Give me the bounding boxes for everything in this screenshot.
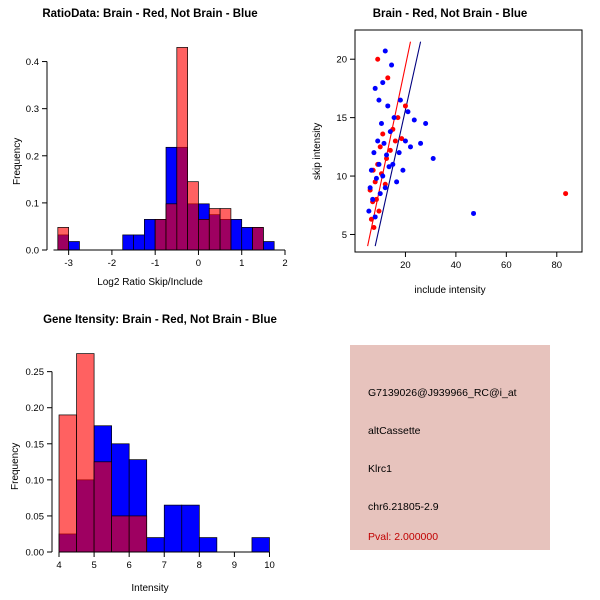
svg-text:8: 8 — [196, 560, 202, 571]
svg-text:0: 0 — [195, 258, 202, 269]
scatter-title: Brain - Red, Not Brain - Blue — [372, 8, 528, 20]
ratio-histogram-ylabel: Frequency — [12, 137, 23, 185]
svg-text:-3: -3 — [64, 258, 73, 269]
svg-text:80: 80 — [551, 260, 563, 271]
svg-text:9: 9 — [231, 560, 238, 571]
gene-histogram-xlabel: Intensity — [131, 583, 169, 594]
svg-text:0.05: 0.05 — [25, 511, 44, 523]
gene-histogram-title: Gene Itensity: Brain - Red, Not Brain - Blue — [43, 314, 277, 326]
svg-text:5: 5 — [91, 560, 97, 571]
svg-text:15: 15 — [336, 113, 347, 125]
svg-text:40: 40 — [450, 260, 462, 271]
ratio-histogram-plot — [0, 0, 300, 300]
svg-text:60: 60 — [501, 260, 512, 271]
pval-text: Pval: 2.000000 — [368, 531, 439, 543]
svg-text:10: 10 — [264, 560, 275, 571]
ratio-histogram-title: RatioData: Brain - Red, Not Brain - Blue — [42, 8, 258, 20]
svg-text:6: 6 — [126, 560, 132, 571]
gene-symbol-text: Klrc1 — [368, 463, 392, 475]
svg-text:5: 5 — [341, 229, 347, 241]
svg-text:0.3: 0.3 — [25, 104, 39, 116]
panel-gene-histogram — [0, 300, 320, 600]
svg-text:0.4: 0.4 — [25, 57, 39, 69]
svg-text:0.10: 0.10 — [25, 475, 44, 487]
probe-info-box — [350, 345, 550, 550]
gene-histogram-ylabel: Frequency — [10, 442, 21, 490]
svg-text:-1: -1 — [150, 258, 160, 269]
svg-text:10: 10 — [336, 171, 347, 183]
scatter-xlabel: include intensity — [414, 285, 486, 296]
svg-text:20: 20 — [400, 260, 411, 271]
probe-id-text: G7139026@J939966_RC@i_at — [368, 387, 517, 399]
locus-text: chr6.21805-2.9 — [368, 501, 439, 513]
ratio-histogram-xlabel: Log2 Ratio Skip/Include — [97, 277, 203, 288]
svg-text:0.20: 0.20 — [25, 403, 44, 415]
svg-text:0.1: 0.1 — [25, 198, 39, 210]
svg-text:0.0: 0.0 — [25, 245, 39, 257]
scatter-plot — [300, 0, 600, 300]
svg-text:0.25: 0.25 — [25, 367, 44, 379]
panel-ratio-histogram — [0, 0, 300, 300]
event-type-text: altCassette — [368, 425, 421, 437]
svg-text:4: 4 — [56, 560, 62, 571]
panel-scatter — [300, 0, 600, 300]
scatter-ylabel: skip intensity — [312, 122, 323, 180]
svg-text:7: 7 — [161, 560, 167, 571]
svg-text:20: 20 — [336, 54, 347, 66]
svg-text:-2: -2 — [107, 258, 117, 269]
svg-text:2: 2 — [282, 258, 288, 269]
svg-text:0.2: 0.2 — [25, 151, 39, 163]
svg-text:0.15: 0.15 — [25, 439, 44, 451]
svg-text:0.00: 0.00 — [25, 547, 44, 559]
svg-text:1: 1 — [239, 258, 245, 269]
gene-histogram-plot — [0, 300, 320, 600]
